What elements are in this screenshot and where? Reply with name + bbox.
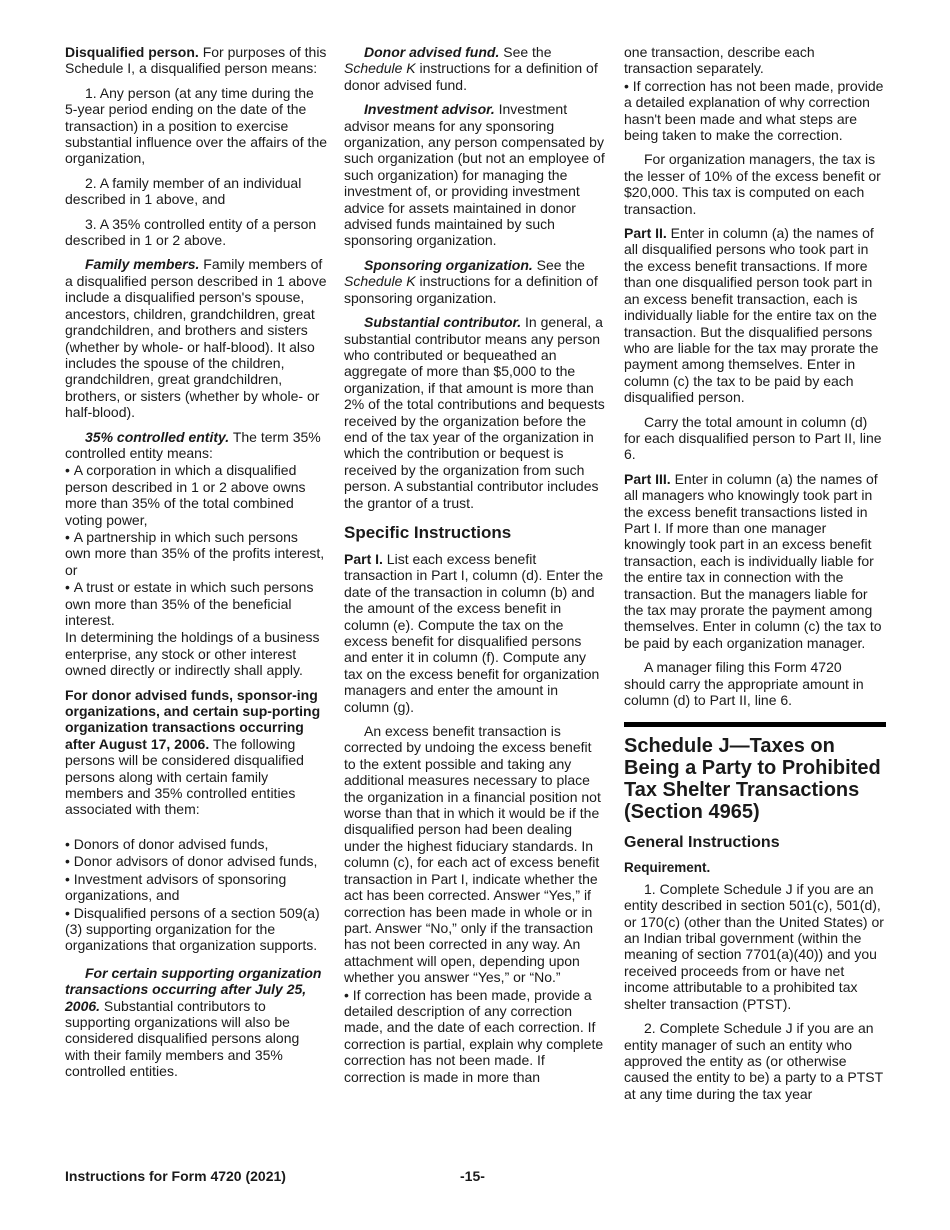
requirement-item-1: 1. Complete Schedule J if you are an entity described in section 501(c), 501(d), or 170(c) (other than the United States) or an Indian tribal government (within the meaning of section 7701(a)(40)) and you received proceeds from or have net income attributable to a prohibited tax shelter transaction (PTST). bbox=[624, 880, 884, 1012]
section-divider bbox=[624, 722, 886, 727]
specific-instructions-heading: Specific Instructions bbox=[344, 522, 512, 542]
substantial-contributor-paragraph: Substantial contributor. In general, a substantial contributor means any person who contributed or bequeathed an aggregate of more than $5,000 to the organization, if that amount is more than 2% of the total contributions and bequests received by the organization before the end of the tax year of the organization in which the contribution or bequest is received by the organization from such person. A substantial contributor includes the grantor of a trust. bbox=[344, 314, 605, 511]
bullet-item: • A partnership in which such persons own more than 35% of the profits interest, or bbox=[65, 529, 327, 578]
bullet-item: • If correction has not been made, provide a detailed explanation of why correction hasn't been made and what steps are being taken to make the correction. bbox=[624, 78, 886, 144]
column-2 bbox=[344, 44, 606, 1086]
family-members-paragraph: Family members. Family members of a disqualified person described in 1 above include a disqualified person's spouse, ancestors, children, grandchildren, great grandchildren, and brothers and sisters (whether by whole- or half-blood). It also includes the spouse of the children, grandchildren, great grandchildren, brothers, or sisters (whether by whole- or half-blood). bbox=[65, 256, 327, 421]
disqualified-person-paragraph: Disqualified person. For purposes of this Schedule I, a disqualified person means: bbox=[65, 44, 327, 77]
bullet-item: • Investment advisors of sponsoring organizations, and bbox=[65, 871, 327, 904]
bullet-item: • If correction has been made, provide a detailed description of any correction made, and the date of each correction. If correction is partial, explain why complete correction has not been made. If correction is made in more than bbox=[344, 987, 606, 1085]
donor-advised-fund-paragraph: Donor advised fund. See the Schedule K instructions for a definition of donor advised fund. bbox=[344, 44, 598, 93]
sponsoring-org-paragraph: Sponsoring organization. See the Schedule K instructions for a definition of sponsoring organization. bbox=[344, 256, 598, 306]
schedule-j-title: Schedule J—Taxes on Being a Party to Prohibited Tax Shelter Transactions (Section 4965) bbox=[624, 735, 881, 824]
investment-advisor-paragraph: Investment advisor. Investment advisor means for any sponsoring organization, any person compensated by such organization (but not an employee of such organization) for managing the investment of, or providing investment advice for assets maintained in donor advised funds maintained by such sponsoring organization. bbox=[344, 101, 605, 249]
bullet-item: • Disqualified persons of a section 509(a)(3) supporting organization for the organizations that organization supports. bbox=[65, 905, 327, 954]
section-heading: Investment advisor. bbox=[364, 101, 495, 118]
section-heading: Donor advised fund. bbox=[364, 44, 500, 60]
dp-item-3: 3. A 35% controlled entity of a person described in 1 or 2 above. bbox=[65, 215, 317, 249]
holdings-paragraph: In determining the holdings of a business enterprise, any stock or other interest owned directly or indirectly shall apply. bbox=[65, 629, 320, 679]
carry-paragraph: Carry the total amount in column (d) for each disqualified person to Part II, line 6. bbox=[624, 413, 882, 463]
requirement-heading: Requirement. bbox=[624, 860, 711, 876]
section-heading: 35% controlled entity. bbox=[85, 428, 230, 445]
section-heading: Part I. bbox=[344, 550, 383, 567]
part-iii-paragraph: Part III. Enter in column (a) the names of all managers who knowingly took part in the excess benefit transactions listed in Part I. If more than one manager knowingly took part in an excess benefit transaction, each is individually liable for the entire tax in connection with the transaction. But the managers liable for the tax may prorate the payment among themselves. Enter in column (c) the tax to be paid by each organization manager. bbox=[624, 470, 882, 651]
continued-paragraph: one transaction, describe each transaction separately. bbox=[624, 44, 815, 77]
part-ii-paragraph: Part II. Enter in column (a) the names of all disqualified persons who took part in the excess benefit transactions. If more than one disqualified person took part in an excess benefit transaction, each is individually liable for the entire tax on the transaction. But the disqualified persons who are liable for the tax may prorate the payment among themselves. Enter in column (c) the tax to be paid by each disqualified person. bbox=[624, 225, 879, 406]
manager-filing-paragraph: A manager filing this Form 4720 should carry the appropriate amount in column (d) to Part II, line 6. bbox=[624, 659, 864, 709]
bullet-item: • A corporation in which a disqualified person described in 1 or 2 above owns more than 35% of the total combined voting power, bbox=[65, 462, 327, 528]
general-instructions-heading: General Instructions bbox=[624, 834, 780, 852]
section-heading: Disqualified person. bbox=[65, 44, 199, 60]
section-heading: Part II. bbox=[624, 225, 667, 242]
controlled-entity-paragraph: 35% controlled entity. The term 35% controlled entity means: bbox=[65, 428, 321, 461]
donor-advised-paragraph: For donor advised funds, sponsor-ing organizations, and certain sup-porting organization transactions occurring after August 17, 2006. The following persons will be considered disqualified persons along with certain family members and 35% controlled entities associated with them: bbox=[65, 686, 321, 818]
page-number: -15- bbox=[460, 1168, 485, 1184]
section-heading: For certain supporting organization transactions occurring after July 25, 2006. bbox=[65, 964, 322, 1014]
managers-tax-paragraph: For organization managers, the tax is the lesser of 10% of the excess benefit or $20,000. This tax is computed on each transaction. bbox=[624, 151, 881, 217]
bullet-item: • Donors of donor advised funds, bbox=[65, 836, 327, 852]
section-heading: For donor advised funds, sponsor-ing organizations, and certain sup-porting organization transactions occurring after August 17, 2006. bbox=[65, 686, 321, 752]
dp-item-2: 2. A family member of an individual described in 1 above, and bbox=[65, 174, 302, 208]
footer-form-title: Instructions for Form 4720 (2021) bbox=[65, 1168, 286, 1184]
bullet-item: • Donor advisors of donor advised funds, bbox=[65, 853, 327, 869]
dp-item-1: 1. Any person (at any time during the 5-year period ending on the date of the transaction) in a position to exercise substantial influence over the affairs of the organization, bbox=[65, 84, 328, 167]
section-heading: Family members. bbox=[85, 256, 200, 273]
correction-paragraph: An excess benefit transaction is corrected by undoing the excess benefit to the extent possible and taking any additional measures necessary to place the organization in a financial position not worse than that in which it would be if the disqualified person had been dealing under the highest fiduciary standards. In column (c), for each act of excess benefit transaction in Part I, indicate whether the act has been corrected. Answer “Yes,” if correction has been made in whole or in part. Answer “No,” only if the transaction has not been corrected in any way. An attachment will open, depending upon whether you answer “Yes,” or “No.” bbox=[344, 723, 601, 986]
requirement-item-2: 2. Complete Schedule J if you are an entity manager of such an entity who approved the entity as (or otherwise caused the entity to be) a party to a PTST at any time during the tax year bbox=[624, 1020, 883, 1102]
supporting-org-paragraph: For certain supporting organization transactions occurring after July 25, 2006. Substantial contributors to supporting organizations will also be considered disqualified persons along with their family members and 35% controlled entities. bbox=[65, 964, 322, 1080]
part-i-paragraph: Part I. List each excess benefit transaction in Part I, column (d). Enter the date of the transaction in column (b) and the amount of the excess benefit in column (e). Compute the tax on the excess benefit for disqualified persons and enter it in column (f). Compute any tax on the excess benefit for organization managers and enter the amount in column (g). bbox=[344, 550, 604, 715]
column-1 bbox=[65, 44, 327, 1088]
bullet-item: • A trust or estate in which such persons own more than 35% of the beneficial interest. bbox=[65, 579, 327, 628]
section-heading: Substantial contributor. bbox=[364, 314, 522, 331]
section-heading: Sponsoring organization. bbox=[364, 256, 533, 273]
column-3 bbox=[624, 44, 886, 1110]
section-heading: Part III. bbox=[624, 470, 671, 487]
